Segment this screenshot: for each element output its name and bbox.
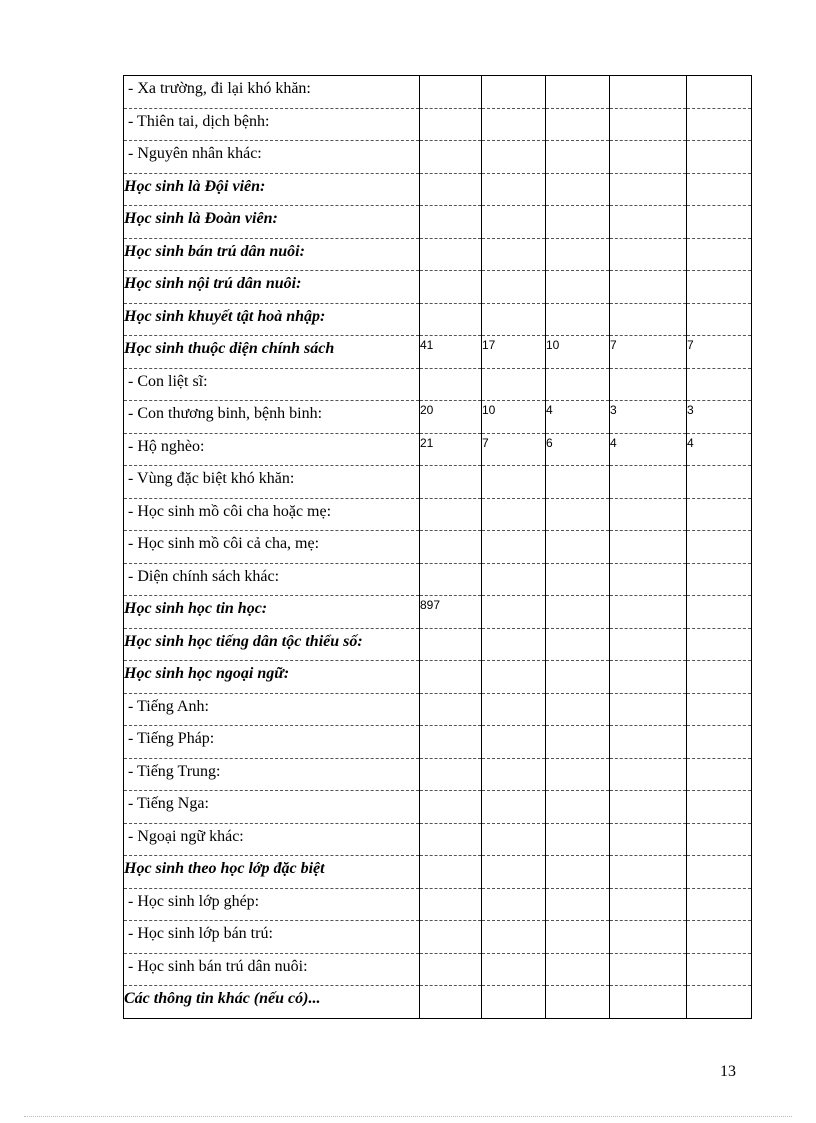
row-value-cell xyxy=(687,531,752,564)
row-value-cell xyxy=(610,921,687,954)
row-label: - Con thương binh, bệnh binh: xyxy=(124,401,420,434)
row-value-cell xyxy=(420,823,482,856)
row-label: Học sinh theo học lớp đặc biệt xyxy=(124,856,420,889)
row-value-cell xyxy=(546,888,610,921)
row-value-cell xyxy=(546,791,610,824)
page-number: 13 xyxy=(720,1063,736,1080)
row-value-cell xyxy=(482,466,546,499)
row-label: - Tiếng Pháp: xyxy=(124,726,420,759)
table-row xyxy=(124,108,752,141)
table-row xyxy=(124,856,752,889)
row-value-cell xyxy=(546,271,610,304)
row-value-cell xyxy=(482,758,546,791)
row-value-cell xyxy=(687,563,752,596)
row-value-cell xyxy=(687,596,752,629)
row-value-cell xyxy=(482,628,546,661)
row-value-cell xyxy=(610,271,687,304)
row-value-cell xyxy=(610,303,687,336)
row-value-cell xyxy=(610,466,687,499)
row-value-cell xyxy=(420,563,482,596)
row-value-cell xyxy=(546,238,610,271)
row-value-cell xyxy=(482,888,546,921)
row-label: Các thông tin khác (nếu có)... xyxy=(124,986,420,1019)
row-value-cell xyxy=(482,953,546,986)
table-row xyxy=(124,368,752,401)
row-label: - Diện chính sách khác: xyxy=(124,563,420,596)
row-value-cell: 41 xyxy=(420,336,482,369)
row-value-cell xyxy=(420,986,482,1019)
row-value-cell xyxy=(546,76,610,109)
row-value-cell xyxy=(610,108,687,141)
row-value-cell xyxy=(482,661,546,694)
row-value-cell xyxy=(546,108,610,141)
row-value-cell xyxy=(610,238,687,271)
row-value-cell xyxy=(610,628,687,661)
row-value-cell xyxy=(420,76,482,109)
row-value-cell xyxy=(420,693,482,726)
row-value-cell xyxy=(482,791,546,824)
row-value-cell xyxy=(420,758,482,791)
table-row xyxy=(124,888,752,921)
row-value-cell xyxy=(420,628,482,661)
row-value-cell xyxy=(610,141,687,174)
row-value-cell xyxy=(610,206,687,239)
row-value-cell xyxy=(546,921,610,954)
row-label: Học sinh học ngoại ngữ: xyxy=(124,661,420,694)
row-value-cell xyxy=(546,141,610,174)
row-value-cell xyxy=(610,498,687,531)
table-row xyxy=(124,726,752,759)
row-label: Học sinh học tiếng dân tộc thiểu số: xyxy=(124,628,420,661)
row-value-cell xyxy=(610,76,687,109)
row-value-cell xyxy=(687,693,752,726)
row-value-cell xyxy=(610,888,687,921)
row-value-cell: 4 xyxy=(687,433,752,466)
row-label: - Tiếng Nga: xyxy=(124,791,420,824)
row-value-cell xyxy=(420,888,482,921)
row-value-cell xyxy=(687,953,752,986)
row-value-cell xyxy=(687,368,752,401)
row-value-cell xyxy=(687,498,752,531)
row-value-cell xyxy=(546,596,610,629)
table-row xyxy=(124,303,752,336)
row-value-cell xyxy=(420,238,482,271)
row-value-cell xyxy=(687,888,752,921)
row-value-cell xyxy=(482,271,546,304)
row-value-cell xyxy=(482,596,546,629)
row-value-cell xyxy=(546,303,610,336)
row-label: - Xa trường, đi lại khó khăn: xyxy=(124,76,420,109)
row-value-cell xyxy=(687,206,752,239)
row-value-cell xyxy=(610,856,687,889)
row-value-cell xyxy=(482,498,546,531)
row-label: - Thiên tai, dịch bệnh: xyxy=(124,108,420,141)
table-row xyxy=(124,498,752,531)
row-value-cell: 4 xyxy=(610,433,687,466)
row-label: Học sinh khuyết tật hoà nhập: xyxy=(124,303,420,336)
row-label: - Học sinh lớp bán trú: xyxy=(124,921,420,954)
table-row xyxy=(124,986,752,1019)
row-value-cell xyxy=(420,141,482,174)
row-value-cell xyxy=(687,758,752,791)
row-value-cell xyxy=(420,661,482,694)
row-value-cell xyxy=(687,173,752,206)
table-row xyxy=(124,531,752,564)
row-value-cell xyxy=(610,823,687,856)
row-label: - Học sinh bán trú dân nuôi: xyxy=(124,953,420,986)
row-value-cell xyxy=(482,531,546,564)
row-label: Học sinh là Đoàn viên: xyxy=(124,206,420,239)
row-value-cell xyxy=(482,206,546,239)
table-row xyxy=(124,466,752,499)
row-value-cell: 7 xyxy=(482,433,546,466)
row-value-cell xyxy=(610,661,687,694)
row-value-cell xyxy=(687,921,752,954)
row-value-cell: 21 xyxy=(420,433,482,466)
row-value-cell xyxy=(482,76,546,109)
row-value-cell: 17 xyxy=(482,336,546,369)
row-value-cell xyxy=(687,791,752,824)
table-row xyxy=(124,401,752,434)
row-value-cell xyxy=(420,466,482,499)
table-row xyxy=(124,563,752,596)
row-value-cell xyxy=(687,986,752,1019)
statistics-table xyxy=(123,75,752,1019)
row-value-cell xyxy=(546,173,610,206)
table-body xyxy=(124,76,752,1019)
table-row xyxy=(124,238,752,271)
table-row xyxy=(124,693,752,726)
row-value-cell xyxy=(687,108,752,141)
row-label: - Con liệt sĩ: xyxy=(124,368,420,401)
row-value-cell xyxy=(687,271,752,304)
row-value-cell xyxy=(482,693,546,726)
row-value-cell xyxy=(482,856,546,889)
row-value-cell: 897 xyxy=(420,596,482,629)
row-value-cell xyxy=(610,693,687,726)
row-value-cell xyxy=(610,596,687,629)
table-row xyxy=(124,76,752,109)
row-value-cell xyxy=(687,238,752,271)
row-label: Học sinh bán trú dân nuôi: xyxy=(124,238,420,271)
row-label: - Tiếng Trung: xyxy=(124,758,420,791)
row-label: - Hộ nghèo: xyxy=(124,433,420,466)
row-value-cell xyxy=(482,986,546,1019)
row-value-cell xyxy=(546,498,610,531)
row-value-cell xyxy=(546,726,610,759)
row-value-cell xyxy=(420,271,482,304)
row-value-cell xyxy=(687,661,752,694)
row-value-cell xyxy=(546,531,610,564)
table-row xyxy=(124,661,752,694)
table-row xyxy=(124,141,752,174)
table-row xyxy=(124,758,752,791)
row-value-cell xyxy=(610,368,687,401)
row-value-cell xyxy=(420,726,482,759)
row-value-cell xyxy=(687,823,752,856)
row-value-cell xyxy=(610,791,687,824)
row-value-cell xyxy=(610,563,687,596)
table-row xyxy=(124,823,752,856)
row-value-cell: 4 xyxy=(546,401,610,434)
row-value-cell xyxy=(546,758,610,791)
row-label: Học sinh học tin học: xyxy=(124,596,420,629)
row-label: - Học sinh mồ côi cả cha, mẹ: xyxy=(124,531,420,564)
row-label: - Vùng đặc biệt khó khăn: xyxy=(124,466,420,499)
row-value-cell xyxy=(420,303,482,336)
row-label: - Ngoại ngữ khác: xyxy=(124,823,420,856)
table-row xyxy=(124,433,752,466)
row-value-cell xyxy=(420,856,482,889)
row-value-cell xyxy=(482,726,546,759)
row-value-cell: 10 xyxy=(482,401,546,434)
row-value-cell xyxy=(546,563,610,596)
row-value-cell xyxy=(546,856,610,889)
row-value-cell xyxy=(546,953,610,986)
row-value-cell xyxy=(482,141,546,174)
row-label: Học sinh nội trú dân nuôi: xyxy=(124,271,420,304)
table-row xyxy=(124,791,752,824)
row-value-cell xyxy=(687,303,752,336)
row-value-cell xyxy=(546,823,610,856)
row-value-cell: 3 xyxy=(687,401,752,434)
row-value-cell: 20 xyxy=(420,401,482,434)
row-value-cell xyxy=(482,823,546,856)
row-value-cell: 10 xyxy=(546,336,610,369)
row-value-cell xyxy=(687,726,752,759)
row-label: - Nguyên nhân khác: xyxy=(124,141,420,174)
row-value-cell xyxy=(546,368,610,401)
row-label: - Tiếng Anh: xyxy=(124,693,420,726)
row-value-cell xyxy=(610,173,687,206)
row-value-cell xyxy=(420,368,482,401)
row-value-cell xyxy=(482,173,546,206)
table-row xyxy=(124,921,752,954)
row-value-cell xyxy=(420,206,482,239)
row-value-cell xyxy=(420,498,482,531)
row-value-cell xyxy=(420,173,482,206)
row-value-cell xyxy=(610,758,687,791)
row-value-cell: 3 xyxy=(610,401,687,434)
table-row xyxy=(124,336,752,369)
row-value-cell xyxy=(687,628,752,661)
row-value-cell xyxy=(420,791,482,824)
row-value-cell xyxy=(687,76,752,109)
row-value-cell xyxy=(546,466,610,499)
row-value-cell xyxy=(546,206,610,239)
row-value-cell xyxy=(546,986,610,1019)
table-row xyxy=(124,271,752,304)
row-value-cell: 7 xyxy=(687,336,752,369)
row-value-cell xyxy=(610,531,687,564)
row-value-cell xyxy=(420,921,482,954)
row-value-cell xyxy=(546,693,610,726)
row-value-cell xyxy=(420,108,482,141)
row-value-cell xyxy=(687,141,752,174)
row-value-cell: 6 xyxy=(546,433,610,466)
row-value-cell: 7 xyxy=(610,336,687,369)
row-value-cell xyxy=(482,303,546,336)
table-row xyxy=(124,596,752,629)
row-value-cell xyxy=(482,921,546,954)
row-value-cell xyxy=(546,661,610,694)
table-row xyxy=(124,628,752,661)
row-value-cell xyxy=(610,726,687,759)
table-row xyxy=(124,206,752,239)
row-label: - Học sinh lớp ghép: xyxy=(124,888,420,921)
row-value-cell xyxy=(482,238,546,271)
footer-divider xyxy=(24,1116,792,1117)
row-value-cell xyxy=(482,563,546,596)
row-value-cell xyxy=(420,531,482,564)
row-value-cell xyxy=(610,986,687,1019)
row-value-cell xyxy=(610,953,687,986)
row-label: Học sinh thuộc diện chính sách xyxy=(124,336,420,369)
row-value-cell xyxy=(546,628,610,661)
row-label: - Học sinh mồ côi cha hoặc mẹ: xyxy=(124,498,420,531)
row-value-cell xyxy=(482,108,546,141)
table-row xyxy=(124,953,752,986)
row-label: Học sinh là Đội viên: xyxy=(124,173,420,206)
row-value-cell xyxy=(482,368,546,401)
row-value-cell xyxy=(420,953,482,986)
table-row xyxy=(124,173,752,206)
row-value-cell xyxy=(687,466,752,499)
row-value-cell xyxy=(687,856,752,889)
